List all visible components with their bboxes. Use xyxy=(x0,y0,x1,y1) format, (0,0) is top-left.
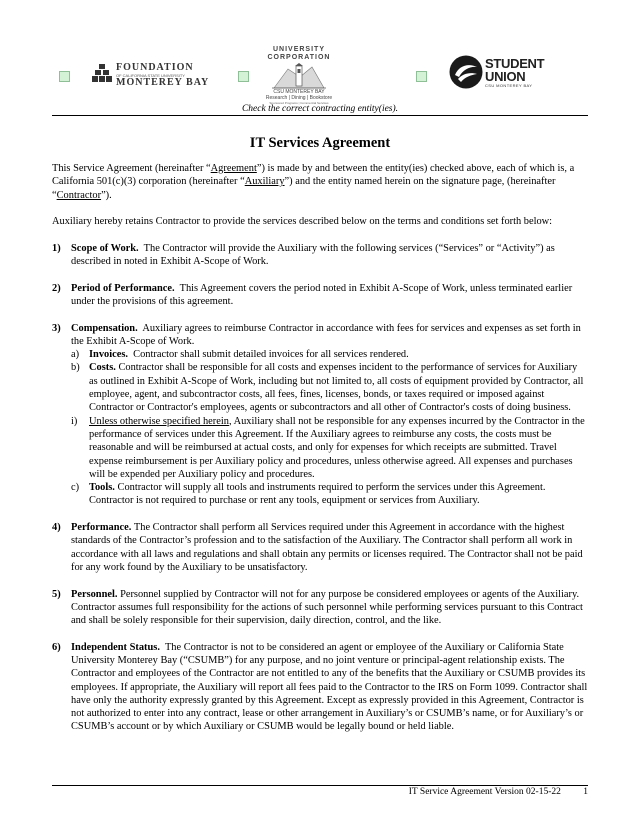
section-number: 5) xyxy=(52,588,61,600)
section-number: 6) xyxy=(52,641,61,653)
subsection-heading: Tools. xyxy=(89,482,115,494)
section-heading: Independent Status. xyxy=(71,641,160,653)
corporation-divisions: Research | Dining | Bookstore xyxy=(265,95,333,101)
section-performance xyxy=(52,521,588,574)
contractor-term: Contractor xyxy=(56,189,102,201)
student-union-emblem-icon xyxy=(449,55,483,89)
section-text: Auxiliary agrees to reimburse Contractor in accordance with fees for services and expenses as set forth in the Exhibit A-Scope of Work. xyxy=(71,322,581,347)
subsection-text: Contractor will supply all tools and instruments required to perform the services under this Agreement. Contractor is not required to purchase or rent any tools, equipment or services from Auxiliary. xyxy=(89,482,546,507)
intro-text: This Service Agreement (hereinafter “ xyxy=(52,163,211,174)
intro-paragraph xyxy=(52,162,588,202)
retention-paragraph: Auxiliary hereby retains Contractor to provide the services described below on the terms and conditions set forth below: xyxy=(52,216,553,228)
section-independent-status xyxy=(52,641,588,734)
subsection-expenses xyxy=(71,415,588,481)
student-union-logo xyxy=(449,55,549,91)
foundation-mark-icon xyxy=(92,64,112,84)
page-number: 1 xyxy=(583,787,588,797)
agreement-term: Agreement xyxy=(210,163,257,174)
foundation-name: FOUNDATION xyxy=(116,62,194,73)
university-corporation-logo xyxy=(262,46,336,106)
intro-text: ”). xyxy=(101,189,112,201)
document-version: IT Service Agreement Version 02-15-22 xyxy=(408,787,561,797)
section-heading: Scope of Work. xyxy=(71,242,139,254)
section-personnel xyxy=(52,588,588,628)
section-heading: Personnel. xyxy=(71,588,118,600)
subsection-marker: a) xyxy=(71,349,80,361)
subsection-text: Contractor shall submit detailed invoices for all services rendered. xyxy=(133,349,409,361)
section-text: This Agreement covers the period noted in Exhibit A-Scope of Work, unless terminated earlier under the provisions of this agreement. xyxy=(71,282,573,307)
subsection-tools xyxy=(71,481,588,508)
subsection-marker: c) xyxy=(71,482,80,494)
section-text: The Contractor shall perform all Services required under this Agreement in accordance with the highest standards of the Contractor’s profession and to the satisfaction of the Auxiliary. The Contractor shall perform all work in accordance with all laws and regulations and shall obtain any permits or licenses required. The Contractor shall not be paid for any work found by the Auxiliary to be unsatisfactory. xyxy=(71,522,583,573)
foundation-logo xyxy=(92,62,210,88)
subsection-heading: Costs. xyxy=(89,362,116,374)
subsection-text: , Auxiliary shall not be responsible for any expenses incurred by the Contractor in the performance of services under this Agreement. If the Auxiliary agrees to reimburse any costs, the costs must be reasonable and will be reimbursed at actual costs, and only for expenses for which receipts are submitted. Travel expense reimbursement is per Auxiliary policy and procedures, unless otherwise agreed. All expenses and purchases will be expended per Auxiliary policy and procedures. xyxy=(89,415,585,480)
section-heading: Period of Performance. xyxy=(71,282,175,294)
subsection-costs xyxy=(71,361,588,414)
section-heading: Compensation. xyxy=(71,322,138,334)
section-number: 3) xyxy=(52,322,61,334)
section-scope-of-work xyxy=(52,242,588,269)
corporation-programs: Sponsored Programs | Commercial Services xyxy=(269,101,329,105)
intro-text: ”) is made by and between the entity(ies) checked above, each of which is, a California 501(c)(3) corporation (hereinafter “ xyxy=(52,163,575,188)
entity-selector xyxy=(0,46,640,106)
subsection-text: Contractor shall be responsible for all costs and expenses incident to the performance of services for Auxiliary as outlined in Exhibit A-Scope of Work, including but not limited to, all costs of equipment provided by Contractor, all employee, agent, and subcontractor costs, all fees, fines, licenses, bonds, or taxes required or imposed against Contractor or Contractor's employees, agents or subcontractors and all other of Contractor's costs of doing business. xyxy=(89,362,584,414)
section-number: 4) xyxy=(52,522,61,534)
subsection-underlined-phrase: Unless otherwise specified herein xyxy=(89,415,229,427)
section-text: The Contractor will provide the Auxiliary with the following services (“Services” or “Activity”) as described in noted in Exhibit A-Scope of Work. xyxy=(71,242,555,268)
header-divider xyxy=(52,115,588,116)
section-text: Personnel supplied by Contractor will not for any purpose be considered employees or agents of the Auxiliary. Contractor assumes full responsibility for the actions of such personnel while performing services pursuant to this Contract and shall be solely responsible for their supervision, daily direction, control, and the like. xyxy=(71,588,583,627)
intro-text: ”) and the entity named herein on the signature page, (hereinafter “ xyxy=(52,176,556,201)
corporation-name-line2: CORPORATION xyxy=(267,54,331,61)
union-name-line2: UNION xyxy=(485,69,526,84)
subsection-marker: i) xyxy=(71,415,78,427)
union-name-line1: STUDENT xyxy=(485,56,545,71)
entity-check-instruction: Check the correct contracting entity(ies). xyxy=(241,104,399,114)
section-number: 2) xyxy=(52,282,61,294)
agreement-body xyxy=(52,162,588,734)
section-text: The Contractor is not to be considered an agent or employee of the Auxiliary or California State University Monterey Bay (“CSUMB”) for any purpose, and no joint venture or principal-agent relationship exists. The Contractor and employees of the Contractor are not entitled to any of the benefits that the Auxiliary or CSUMB provides its employees. If appropriate, the Auxiliary will report all fees paid to the Contractor to the IRS on Form 1099. Contractor shall have only the authority expressly granted by this Agreement. Except as expressly provided in this Agreement, Contractor is not authorized to enter into any contract, lease or other arrangement in Auxiliary’s or CSUMB’s name, or for Auxiliary’s or CSUMB’s account or by which Auxiliary or CSUMB would be legally bound or held liable. xyxy=(71,641,588,733)
page-title: IT Services Agreement xyxy=(249,135,391,151)
subsection-heading: Invoices. xyxy=(89,349,128,361)
foundation-subtitle: OF CALIFORNIA STATE UNIVERSITY xyxy=(116,73,185,78)
section-period-of-performance xyxy=(52,282,588,309)
union-campus: CSU MONTEREY BAY xyxy=(485,83,533,88)
section-number: 1) xyxy=(52,242,61,254)
subsection-marker: b) xyxy=(71,362,80,374)
footer-divider xyxy=(52,785,588,786)
auxiliary-term: Auxiliary xyxy=(244,176,285,188)
subsection-invoices xyxy=(71,348,588,361)
page-footer xyxy=(409,787,588,797)
bell-tower-icon xyxy=(270,63,328,89)
foundation-location: MONTEREY BAY xyxy=(116,77,210,88)
section-heading: Performance. xyxy=(71,522,132,534)
foundation-checkbox[interactable] xyxy=(59,71,70,82)
corporation-campus: CSU MONTEREY BAY xyxy=(273,89,325,95)
student-union-checkbox[interactable] xyxy=(416,71,427,82)
section-compensation xyxy=(52,322,588,508)
corporation-name-line1: UNIVERSITY xyxy=(272,46,325,53)
university-corporation-checkbox[interactable] xyxy=(238,71,249,82)
